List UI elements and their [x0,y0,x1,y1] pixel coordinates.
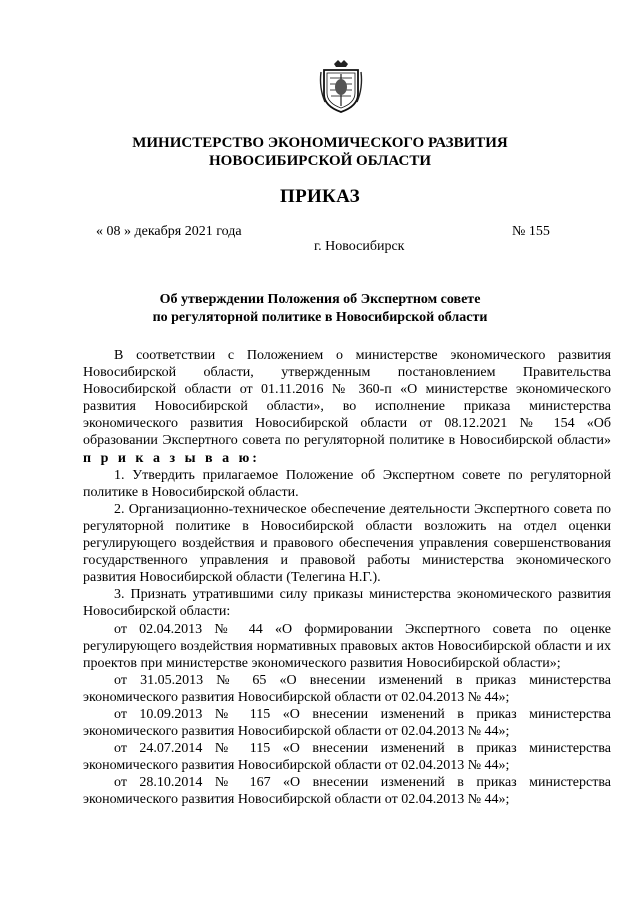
repealed-order: от 10.09.2013 № 115 «О внесении изменений в приказ министерства экономического развития Новосибирской области от 02.04.2013 № 44»; [83,706,611,740]
repealed-order: от 31.05.2013 № 65 «О внесении изменений в приказ министерства экономического развития Новосибирской области от 02.04.2013 № 44»; [83,672,611,705]
order-word: п р и к а з ы в а ю: [83,450,260,466]
repealed-order: от 02.04.2013 № 44 «О формировании Экспертного совета по оценке регулирующего воздействия нормативных правовых актов Новосибирской области и их проектов при министерстве экономического развития Новосибирской области»; [83,621,611,671]
repealed-order: от 24.07.2014 № 115 «О внесении изменений в приказ министерства экономического развития Новосибирской области от 02.04.2013 № 44»; [83,741,611,774]
subject-line1: Об утверждении Положения об Экспертном совете [159,292,481,307]
intro-text: В соответствии с Положением о министерстве экономического развития Новосибирской области, утвержденным постановлением Правительства Новосибирской области от 01.11.2016 № 360-п «О министерстве экономического развития Новосибирской области», во исполнение приказа министерства экономического развития Новосибирской области от 08.12.2021 № 154 «Об образовании Экспертного совета по регуляторной политике в Новосибирской области» [83,348,611,449]
repealed-order: от 28.10.2014 № 167 «О внесении изменений в приказ министерства экономического развития Новосибирской области от 02.04.2013 № 44»; [83,775,611,808]
coat-of-arms-icon [318,58,364,114]
document-city: г. Новосибирск [314,239,405,254]
document-body [83,347,611,809]
item-1: 1. Утвердить прилагаемое Положение об Экспертном совете по регуляторной политике в Новосибирской области. [83,467,611,500]
ministry-name-line1: МИНИСТЕРСТВО ЭКОНОМИЧЕСКОГО РАЗВИТИЯ [132,135,508,151]
document-number: № 155 [512,224,550,239]
item-3: 3. Признать утратившими силу приказы министерства экономического развития Новосибирской области: [83,587,611,620]
item-2: 2. Организационно-техническое обеспечение деятельности Экспертного совета по регуляторной политике в Новосибирской области возложить на отдел оценки регулирующего воздействия и правового обеспечения управления совершенствования государственного управления и правовой работы министерства экономического развития Новосибирской области (Телегина Н.Г.). [83,501,611,586]
document-date: « 08 » декабря 2021 года [96,224,242,239]
subject-line2: по регуляторной политике в Новосибирской области [152,310,488,325]
ministry-name-line2: НОВОСИБИРСКОЙ ОБЛАСТИ [208,153,432,169]
intro-paragraph [83,347,611,467]
document-type-title: ПРИКАЗ [279,186,361,207]
